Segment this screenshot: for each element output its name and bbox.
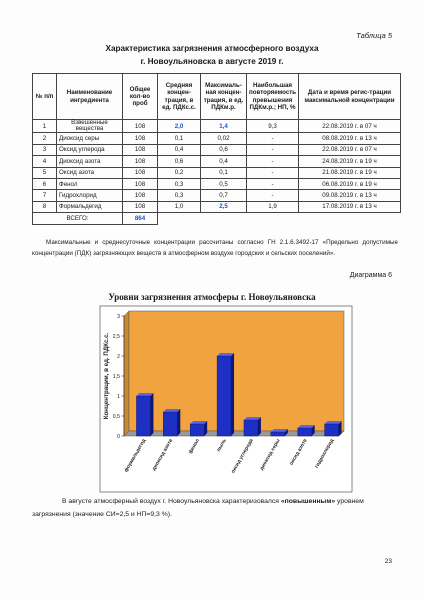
bar-side: [150, 393, 153, 436]
cell-max: 0,6: [201, 144, 247, 155]
x-tick-label: пыль: [215, 438, 228, 453]
cell-date: 08.08.2019 г. в 13 ч: [299, 133, 401, 144]
cell-avg: 1,0: [158, 201, 201, 212]
bar: [244, 420, 258, 436]
cell-number: 1: [33, 120, 57, 133]
bar: [163, 412, 177, 436]
bar: [190, 424, 204, 436]
y-tick-label: 2: [117, 353, 120, 360]
col-header-avg: Средняя концен-трация, в ед. ПДКс.с.: [158, 74, 201, 120]
cell-max: 0,1: [201, 167, 247, 178]
cell-count: 108: [123, 120, 158, 133]
chart-title: Уровни загрязнения атмосферы г. Новоульяновска: [108, 292, 316, 302]
col-header-np: Наибольшая повторяемость превышения ПДКм.р.; НП, %: [247, 74, 299, 120]
table-title-line2: г. Новоульяновска в августе 2019 г.: [140, 57, 284, 66]
cell-number: 6: [33, 178, 57, 189]
cell-number: 4: [33, 156, 57, 167]
y-tick-label: 0: [117, 433, 120, 440]
cell-date: 22.08.2019 г. в 07 ч: [299, 120, 401, 133]
cell-date: 24.08.2019 г. в 19 ч: [299, 156, 401, 167]
table-note: Максимальные и среднесуточные концентрации рассчитаны согласно ГН 2.1.6.3492-17 «Предельно допустимые концентрации (ПДК) загрязняющих веществ в атмосферном воздухе городских и сельских поселений».: [32, 239, 398, 257]
cell-date: 06.08.2019 г. в 19 ч: [299, 178, 401, 189]
cell-name: Диоксид серы: [57, 133, 123, 144]
col-header-number: № п/п: [33, 74, 57, 120]
cell-avg: 0,2: [158, 167, 201, 178]
col-header-max: Максималь-ная концен-трация, в ед. ПДКм.р.: [201, 74, 247, 120]
bar: [136, 396, 150, 436]
cell-avg: 0,3: [158, 178, 201, 189]
cell-count: 108: [123, 178, 158, 189]
cell-name: Диоксид азота: [57, 156, 123, 167]
cell-date: 21.08.2019 г. в 19 ч: [299, 167, 401, 178]
y-tick-label: 0,5: [112, 413, 120, 420]
bar: [325, 424, 339, 436]
x-tick-label: оксид азота: [288, 438, 309, 467]
cell-count: 108: [123, 156, 158, 167]
cell-max: 0,7: [201, 190, 247, 201]
cell-max: 1,4: [201, 120, 247, 133]
bar-side: [177, 409, 180, 436]
cell-avg: 0,1: [158, 133, 201, 144]
cell-np: 1,9: [247, 201, 299, 212]
conclusion-text: [32, 495, 398, 521]
x-tick-label: формальдегид: [123, 438, 148, 474]
cell-count: 108: [123, 201, 158, 212]
total-value: 864: [123, 213, 158, 224]
cell-name: Формальдегид: [57, 201, 123, 212]
bar-side: [231, 353, 234, 436]
cell-name: Оксид азота: [57, 167, 123, 178]
cell-avg: 0,4: [158, 144, 201, 155]
cell-number: 3: [33, 144, 57, 155]
cell-np: 9,3: [247, 120, 299, 133]
cell-np: -: [247, 190, 299, 201]
x-tick-label: гидрохлорид: [313, 438, 336, 470]
cell-avg: 2,0: [158, 120, 201, 133]
cell-number: 8: [33, 201, 57, 212]
cell-count: 108: [123, 190, 158, 201]
cell-date: 17.08.2019 г. в 13 ч: [299, 201, 401, 212]
col-header-name: Наименование ингредиента: [57, 74, 123, 120]
cell-number: 5: [33, 167, 57, 178]
page-number: 23: [384, 558, 392, 565]
cell-count: 108: [123, 144, 158, 155]
cell-number: 7: [33, 190, 57, 201]
cell-np: -: [247, 178, 299, 189]
cell-np: -: [247, 156, 299, 167]
cell-name: Гидрохлорид: [57, 190, 123, 201]
cell-np: -: [247, 144, 299, 155]
diagram-tag: Диаграмма 6: [349, 272, 392, 279]
table-tag: Таблица 5: [356, 31, 392, 40]
x-tick-label: оксид углерода: [230, 438, 255, 475]
col-header-date: Дата и время регис-трации максимальной концентрации: [299, 74, 401, 120]
cell-avg: 0,6: [158, 156, 201, 167]
cell-name: Оксид углерода: [57, 144, 123, 155]
cell-count: 108: [123, 133, 158, 144]
y-tick-label: 1,5: [112, 373, 120, 380]
y-axis-label: Концентрации, в ед. ПДКс.с.: [103, 332, 110, 420]
cell-number: 2: [33, 133, 57, 144]
conclusion-bold: «повышенным»: [280, 498, 336, 505]
y-tick-label: 3: [117, 313, 120, 320]
bar: [298, 428, 312, 436]
conclusion-pre: В августе атмосферный воздух г. Новоульяновска характеризовался: [62, 498, 281, 505]
y-tick-label: 1: [117, 393, 120, 400]
cell-max: 0,5: [201, 178, 247, 189]
bar: [271, 432, 285, 436]
x-tick-label: диоксид азота: [151, 438, 175, 472]
table-title-line1: Характеристика загрязнения атмосферного воздуха: [105, 44, 319, 53]
cell-name: Взвешенные вещества: [57, 120, 123, 133]
cell-max: 0,4: [201, 156, 247, 167]
y-tick-label: 2,5: [112, 333, 120, 340]
col-header-count: Общее кол-во проб: [123, 74, 158, 120]
total-label: ВСЕГО:: [33, 213, 123, 224]
x-tick-label: диоксид серы: [258, 438, 282, 472]
cell-count: 108: [123, 167, 158, 178]
bar-side: [258, 417, 261, 436]
cell-max: 0,02: [201, 133, 247, 144]
cell-np: -: [247, 133, 299, 144]
cell-name: Фенол: [57, 178, 123, 189]
conclusion-post: уровнем загрязнения (значение СИ=2,5 и НП=9,3 %).: [32, 498, 364, 518]
cell-date: 09.08.2019 г. в 13 ч: [299, 190, 401, 201]
bar: [217, 356, 231, 436]
cell-max: 2,5: [201, 201, 247, 212]
cell-date: 22.08.2019 г. в 07 ч: [299, 144, 401, 155]
cell-np: -: [247, 167, 299, 178]
plot-area: [129, 311, 344, 431]
plot-side-wall: [124, 311, 129, 436]
x-tick-label: фенол: [187, 438, 201, 456]
cell-avg: 0,3: [158, 190, 201, 201]
